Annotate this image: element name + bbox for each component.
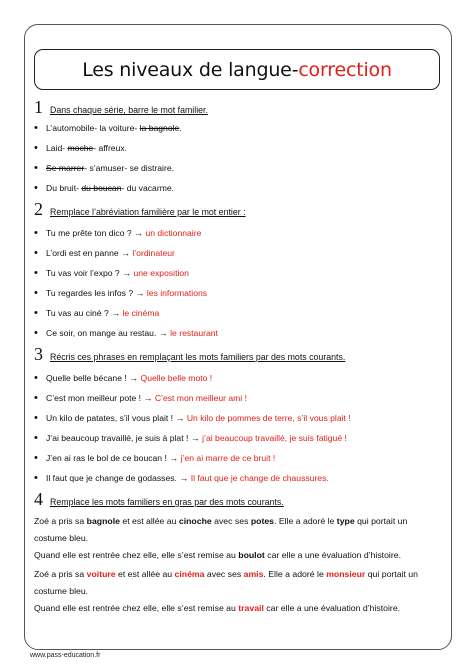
item-answer: Un kilo de pommes de terre, s’il vous plait ! bbox=[186, 413, 351, 423]
section-number: 4 bbox=[34, 489, 43, 509]
arrow-icon: → bbox=[129, 373, 139, 383]
arrow-icon: → bbox=[122, 268, 132, 278]
familiar-word: cinoche bbox=[178, 516, 212, 526]
familiar-word: potes bbox=[250, 516, 275, 526]
list-item bbox=[34, 388, 444, 408]
item-question: Tu me prête ton dico ? bbox=[46, 228, 135, 238]
arrow-icon: → bbox=[134, 228, 144, 238]
section-instruction: Dans chaque série, barre le mot familier. bbox=[50, 105, 208, 115]
list-item bbox=[34, 263, 444, 283]
arrow-icon: → bbox=[111, 308, 121, 318]
item-text: - du vacarme. bbox=[121, 183, 175, 193]
section-instruction: Remplace l’abréviation familière par le mot entier : bbox=[50, 207, 246, 217]
list-item bbox=[34, 368, 444, 388]
item-answer: l’ordinateur bbox=[132, 248, 175, 258]
item-text: - affreux. bbox=[93, 143, 128, 153]
list-item bbox=[34, 118, 444, 138]
item-answer: les informations bbox=[146, 288, 208, 298]
item-answer: C’est mon meilleur ami ! bbox=[154, 393, 247, 403]
list-item bbox=[34, 178, 444, 198]
para-text: . Elle a adoré le bbox=[274, 516, 337, 526]
arrow-icon: → bbox=[190, 433, 200, 443]
para-text: et est allée au bbox=[115, 569, 175, 579]
section-number: 3 bbox=[34, 344, 43, 364]
section-2-header bbox=[34, 198, 444, 220]
original-paragraph bbox=[34, 513, 436, 564]
item-answer: une exposition bbox=[133, 268, 189, 278]
item-answer: Quelle belle moto ! bbox=[140, 373, 213, 383]
list-item bbox=[34, 323, 444, 343]
arrow-icon: → bbox=[121, 248, 131, 258]
item-text: . bbox=[179, 123, 182, 133]
page-title-accent: correction bbox=[298, 58, 392, 81]
list-item bbox=[34, 283, 444, 303]
list-item bbox=[34, 158, 444, 178]
corrected-word: amis bbox=[243, 569, 264, 579]
footer-url[interactable]: www.pass-education.fr bbox=[30, 652, 101, 659]
item-answer: j’ai beaucoup travaillé, je suis fatigué ! bbox=[202, 433, 347, 443]
arrow-icon: → bbox=[158, 328, 168, 338]
corrected-word: travail bbox=[238, 603, 264, 613]
section-4-header bbox=[34, 488, 444, 510]
para-text: Quand elle est rentrée chez elle, elle s’est remise au bbox=[34, 603, 239, 613]
struck-word: du boucan bbox=[81, 183, 122, 193]
corrected-word: cinéma bbox=[174, 569, 205, 579]
item-question: Ce soir, on mange au restau. bbox=[46, 328, 159, 338]
corrected-paragraph bbox=[34, 566, 436, 617]
para-text: Zoé a pris sa bbox=[34, 516, 87, 526]
title-box bbox=[34, 49, 440, 90]
para-text: qui portait un costume bleu. bbox=[34, 516, 408, 543]
item-question: J’en ai ras le bol de ce boucan ! bbox=[46, 453, 170, 463]
item-text: Du bruit- bbox=[46, 183, 82, 193]
item-question: L’ordi est en panne bbox=[46, 248, 122, 258]
list-item bbox=[34, 138, 444, 158]
item-question: Un kilo de patates, s’il vous plait ! bbox=[46, 413, 176, 423]
para-text: Zoé a pris sa bbox=[34, 569, 87, 579]
familiar-word: boulot bbox=[238, 550, 265, 560]
item-question: Quelle belle bécane ! bbox=[46, 373, 130, 383]
list-item bbox=[34, 468, 444, 488]
arrow-icon: → bbox=[143, 393, 153, 403]
para-text: . Elle a adoré le bbox=[263, 569, 327, 579]
section-3-list bbox=[34, 368, 444, 488]
familiar-word: type bbox=[336, 516, 355, 526]
list-item bbox=[34, 408, 444, 428]
list-item bbox=[34, 448, 444, 468]
arrow-icon: → bbox=[169, 453, 179, 463]
list-item bbox=[34, 243, 444, 263]
para-text: qui portait un costume bleu. bbox=[34, 569, 418, 596]
para-text: et est allée au bbox=[119, 516, 179, 526]
corrected-word: voiture bbox=[86, 569, 116, 579]
section-instruction: Récris ces phrases en remplaçant les mots familiers par des mots courants. bbox=[50, 352, 346, 362]
page-title: Les niveaux de langue- bbox=[82, 58, 299, 81]
section-1-list bbox=[34, 118, 444, 198]
item-text: Laid- bbox=[46, 143, 68, 153]
item-question: Il faut que je change de godasses. bbox=[46, 473, 180, 483]
item-question: Tu vas voir l’expo ? bbox=[46, 268, 123, 278]
section-number: 2 bbox=[34, 199, 43, 219]
para-text: car elle a une évaluation d’histoire. bbox=[263, 603, 401, 613]
list-item bbox=[34, 223, 444, 243]
item-answer: Il faut que je change de chaussures. bbox=[190, 473, 329, 483]
corrected-word: monsieur bbox=[326, 569, 366, 579]
struck-word: Se marrer bbox=[46, 163, 85, 173]
section-2-list bbox=[34, 223, 444, 343]
item-question: Tu regardes les infos ? bbox=[46, 288, 136, 298]
item-text: - s’amuser- se distraire. bbox=[84, 163, 174, 173]
arrow-icon: → bbox=[175, 413, 185, 423]
para-text: car elle a une évaluation d’histoire. bbox=[264, 550, 402, 560]
item-answer: un dictionnaire bbox=[145, 228, 202, 238]
section-3-header bbox=[34, 343, 444, 365]
item-question: C’est mon meilleur pote ! bbox=[46, 393, 144, 403]
item-question: Tu vas au ciné ? bbox=[46, 308, 112, 318]
struck-word: moche bbox=[67, 143, 94, 153]
list-item bbox=[34, 428, 444, 448]
arrow-icon: → bbox=[179, 473, 189, 483]
item-answer: le cinéma bbox=[122, 308, 160, 318]
para-text: avec ses bbox=[211, 516, 251, 526]
item-answer: le restaurant bbox=[170, 328, 218, 338]
struck-word: la bagnole bbox=[139, 123, 180, 133]
item-question: J’ai beaucoup travaillé, je suis à plat ! bbox=[46, 433, 191, 443]
list-item bbox=[34, 303, 444, 323]
familiar-word: bagnole bbox=[86, 516, 120, 526]
para-text: Quand elle est rentrée chez elle, elle s’est remise au bbox=[34, 550, 239, 560]
arrow-icon: → bbox=[135, 288, 145, 298]
item-answer: j’en ai marre de ce bruit ! bbox=[180, 453, 276, 463]
item-text: L’automobile- la voiture- bbox=[46, 123, 140, 133]
section-instruction: Remplace les mots familiers en gras par des mots courants. bbox=[50, 497, 284, 507]
worksheet-content bbox=[34, 96, 444, 617]
section-1-header bbox=[34, 96, 444, 118]
section-number: 1 bbox=[34, 97, 43, 117]
para-text: avec ses bbox=[204, 569, 244, 579]
